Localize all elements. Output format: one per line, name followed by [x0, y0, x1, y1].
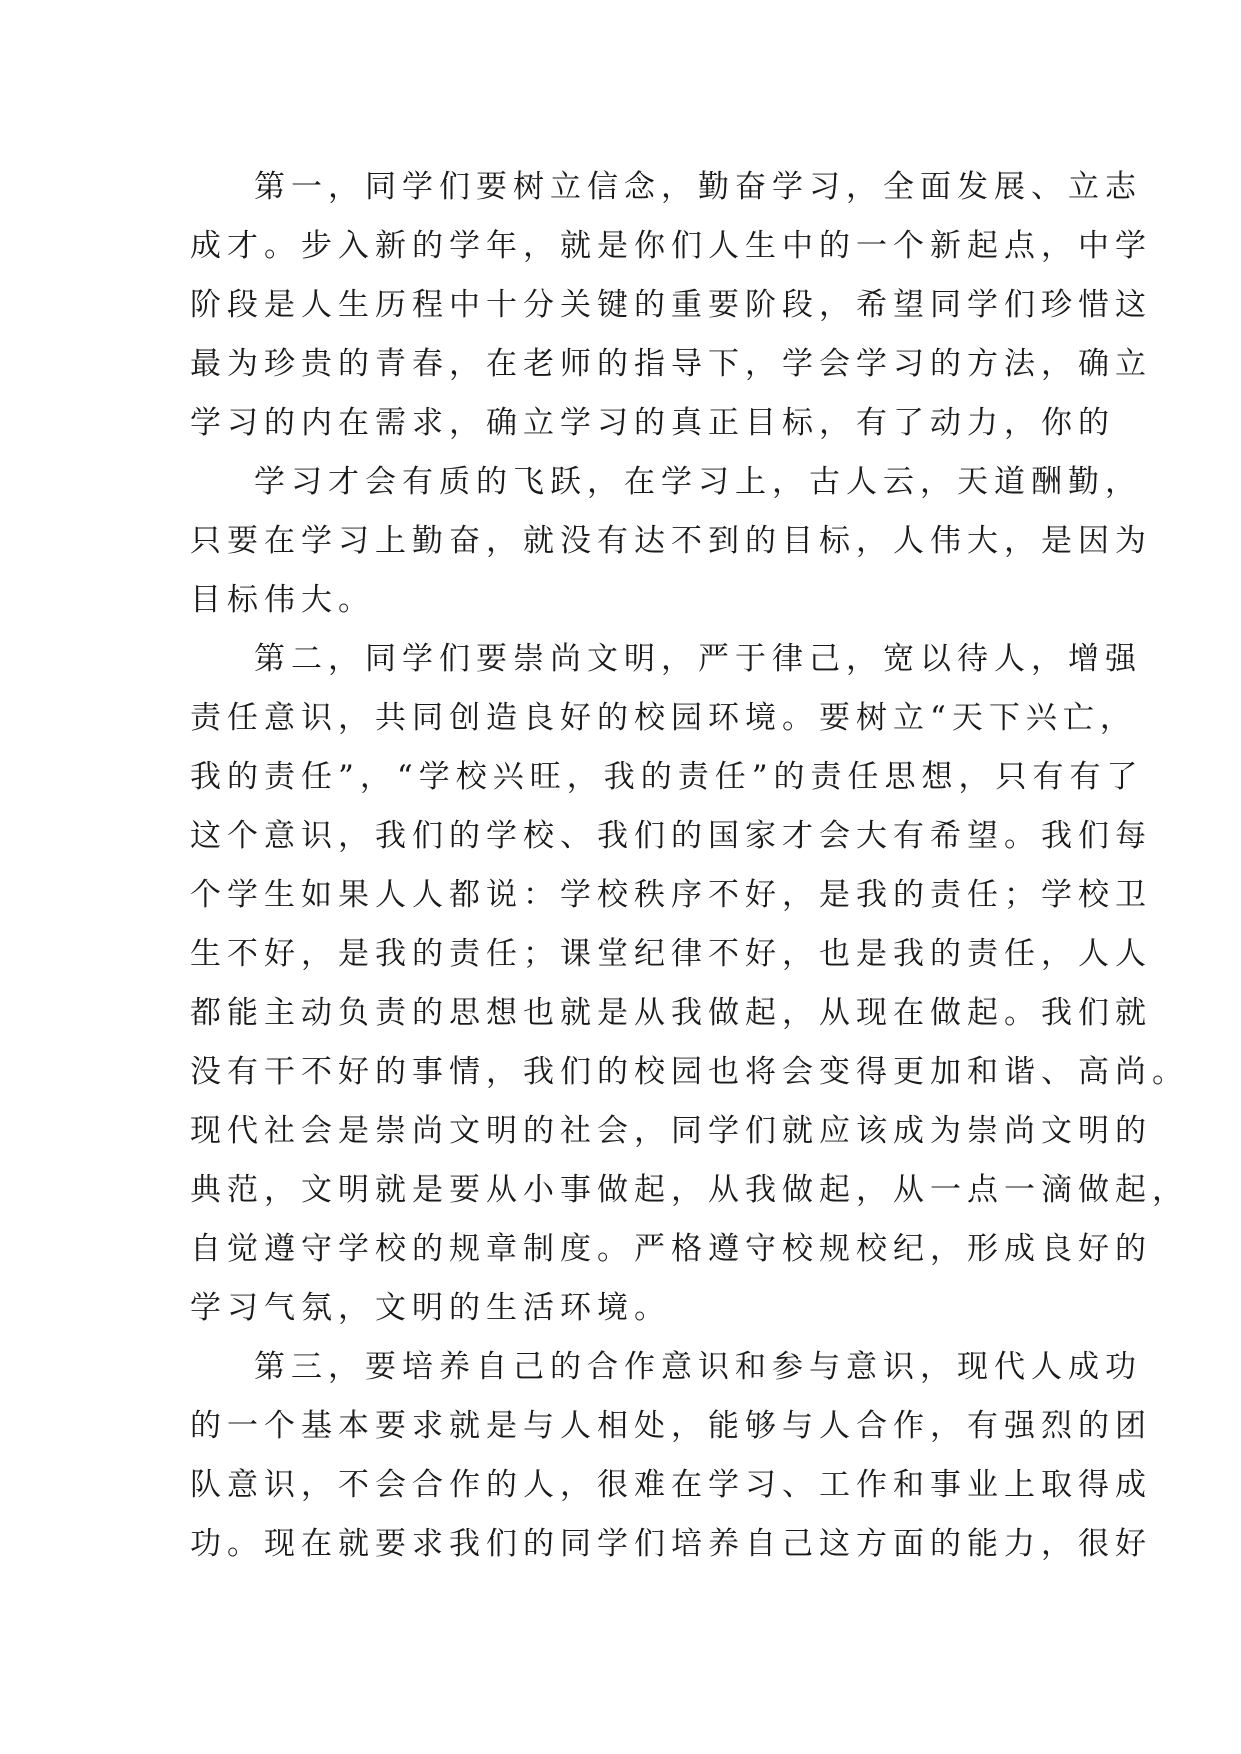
- text-line: 队意识，不会合作的人，很难在学习、工作和事业上取得成: [190, 1467, 1152, 1503]
- text-line: 自觉遵守学校的规章制度。严格遵守校规校纪，形成良好的: [190, 1231, 1152, 1267]
- text-line: 这个意识，我们的学校、我们的国家才会大有希望。我们每: [190, 818, 1152, 854]
- paragraph-2: [190, 453, 1152, 630]
- text-line: 生不好，是我的责任；课堂纪律不好，也是我的责任，人人: [190, 936, 1152, 972]
- text-line: 我的责任”，“学校兴旺，我的责任”的责任思想，只有有了: [190, 759, 1144, 795]
- text-line: 责任意识，共同创造良好的校园环境。要树立“天下兴亡，: [190, 700, 1137, 736]
- text-line: 最为珍贵的青春，在老师的指导下，学会学习的方法，确立: [190, 346, 1152, 382]
- text-line: 第二，同学们要崇尚文明，严于律己，宽以待人，增强: [254, 641, 1142, 677]
- text-line: 典范，文明就是要从小事做起，从我做起，从一点一滴做起，: [190, 1172, 1189, 1208]
- text-line: 第一，同学们要树立信念，勤奋学习，全面发展、立志: [254, 169, 1142, 205]
- body-text: [190, 158, 1189, 1574]
- text-line: 都能主动负责的思想也就是从我做起，从现在做起。我们就: [190, 995, 1152, 1031]
- text-line: 的一个基本要求就是与人相处，能够与人合作，有强烈的团: [190, 1408, 1152, 1444]
- text-line: 第三，要培养自己的合作意识和参与意识，现代人成功: [254, 1349, 1142, 1385]
- paragraph-3: [190, 630, 1189, 1338]
- text-line: 学习的内在需求，确立学习的真正目标，有了动力，你的: [190, 405, 1115, 441]
- paragraph-1: [190, 158, 1152, 453]
- text-line: 个学生如果人人都说：学校秩序不好，是我的责任；学校卫: [190, 877, 1152, 913]
- text-line: 现代社会是崇尚文明的社会，同学们就应该成为崇尚文明的: [190, 1113, 1152, 1149]
- text-line: 学习才会有质的飞跃，在学习上，古人云，天道酬勤，: [254, 464, 1142, 500]
- paragraph-4: [190, 1338, 1152, 1574]
- text-line: 只要在学习上勤奋，就没有达不到的目标，人伟大，是因为: [190, 523, 1152, 559]
- text-line: 功。现在就要求我们的同学们培养自己这方面的能力，很好: [190, 1526, 1152, 1562]
- text-line: 阶段是人生历程中十分关键的重要阶段，希望同学们珍惜这: [190, 287, 1152, 323]
- text-line: 学习气氛，文明的生活环境。: [190, 1290, 671, 1326]
- text-line: 成才。步入新的学年，就是你们人生中的一个新起点，中学: [190, 228, 1152, 264]
- text-line: 目标伟大。: [190, 582, 375, 618]
- text-line: 没有干不好的事情，我们的校园也将会变得更加和谐、高尚。: [190, 1054, 1189, 1090]
